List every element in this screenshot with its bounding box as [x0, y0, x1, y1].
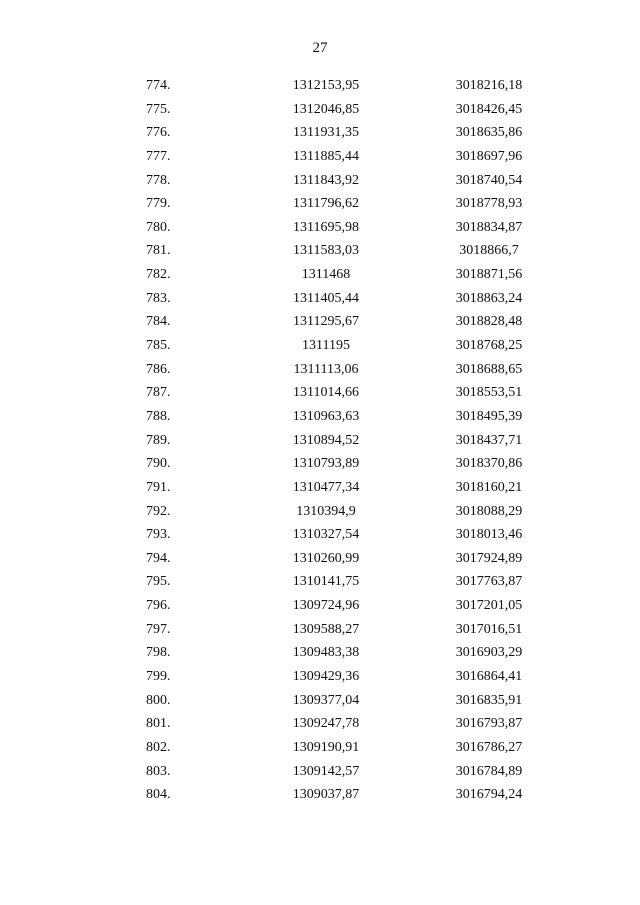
- table-row: [0, 641, 640, 665]
- x-coordinate: 1311843,92: [293, 172, 359, 188]
- table-row: [0, 169, 640, 193]
- y-coordinate: 3016786,27: [455, 739, 523, 755]
- x-coordinate: 1311885,44: [293, 148, 359, 164]
- table-row: [0, 145, 640, 169]
- y-coordinate: 3018697,96: [455, 148, 523, 164]
- table-row: [0, 736, 640, 760]
- table-row: [0, 618, 640, 642]
- y-coordinate: 3018871,56: [455, 267, 523, 283]
- y-coordinate: 3018866,7: [459, 243, 519, 259]
- point-number: 775.: [146, 101, 171, 117]
- x-coordinate: 1310894,52: [292, 432, 360, 448]
- point-number: 789.: [146, 432, 171, 448]
- x-coordinate: 1312153,95: [292, 78, 360, 93]
- x-coordinate: 1309724,96: [292, 598, 360, 614]
- point-number: 788.: [146, 408, 171, 424]
- table-row: [0, 263, 640, 287]
- point-number: 794.: [146, 550, 171, 566]
- table-row: [0, 594, 640, 618]
- x-coordinate: 1309247,78: [292, 716, 360, 732]
- y-coordinate: 3018216,18: [455, 78, 523, 93]
- point-number: 786.: [146, 361, 171, 377]
- y-coordinate: 3018635,86: [455, 125, 523, 141]
- point-number: 792.: [146, 503, 171, 519]
- table-row: [0, 570, 640, 594]
- x-coordinate: 1311295,67: [293, 314, 359, 330]
- y-coordinate: 3018778,93: [455, 196, 523, 212]
- coordinate-table: [0, 74, 640, 807]
- x-coordinate: 1311931,35: [293, 125, 359, 141]
- x-coordinate: 1309037,87: [292, 787, 360, 803]
- table-row: [0, 712, 640, 736]
- table-row: [0, 287, 640, 311]
- page-number: 27: [312, 40, 328, 56]
- y-coordinate: 3018863,24: [455, 290, 523, 306]
- point-number: 781.: [146, 243, 171, 259]
- x-coordinate: 1310477,34: [292, 479, 360, 495]
- x-coordinate: 1311014,66: [293, 385, 359, 401]
- table-row: [0, 476, 640, 500]
- table-row: [0, 500, 640, 524]
- point-number: 803.: [146, 763, 171, 779]
- table-row: [0, 783, 640, 807]
- point-number: 776.: [146, 125, 171, 141]
- x-coordinate: 1311583,03: [293, 243, 359, 259]
- point-number: 802.: [146, 739, 171, 755]
- point-number: 795.: [146, 574, 171, 590]
- table-row: [0, 381, 640, 405]
- x-coordinate: 1309429,36: [292, 669, 360, 685]
- y-coordinate: 3018160,21: [455, 479, 523, 495]
- table-row: [0, 121, 640, 145]
- table-row: [0, 429, 640, 453]
- point-number: 791.: [146, 479, 171, 495]
- x-coordinate: 1311468: [301, 267, 351, 283]
- table-row: [0, 665, 640, 689]
- point-number: 777.: [146, 148, 171, 164]
- x-coordinate: 1310141,75: [292, 574, 360, 590]
- x-coordinate: 1311796,62: [293, 196, 359, 212]
- x-coordinate: 1311195: [302, 338, 350, 354]
- y-coordinate: 3016793,87: [455, 716, 523, 732]
- y-coordinate: 3016864,41: [455, 669, 523, 685]
- y-coordinate: 3018768,25: [455, 338, 523, 354]
- y-coordinate: 3018013,46: [455, 527, 523, 543]
- table-row: [0, 689, 640, 713]
- table-row: [0, 523, 640, 547]
- point-number: 778.: [146, 172, 171, 188]
- x-coordinate: 1311695,98: [293, 219, 359, 235]
- x-coordinate: 1309483,38: [292, 645, 360, 661]
- y-coordinate: 3018088,29: [455, 503, 523, 519]
- x-coordinate: 1309588,27: [292, 621, 360, 637]
- point-number: 790.: [146, 456, 171, 472]
- table-row: [0, 547, 640, 571]
- point-number: 804.: [146, 787, 171, 803]
- table-row: [0, 239, 640, 263]
- table-row: [0, 192, 640, 216]
- point-number: 801.: [146, 716, 171, 732]
- table-row: [0, 74, 640, 98]
- y-coordinate: 3016903,29: [455, 645, 523, 661]
- y-coordinate: 3016835,91: [455, 692, 523, 708]
- table-row: [0, 216, 640, 240]
- y-coordinate: 3016794,24: [455, 787, 523, 803]
- y-coordinate: 3018370,86: [455, 456, 523, 472]
- point-number: 780.: [146, 219, 171, 235]
- x-coordinate: 1309377,04: [292, 692, 360, 708]
- y-coordinate: 3018495,39: [455, 408, 523, 424]
- x-coordinate: 1309142,57: [292, 763, 360, 779]
- table-row: [0, 760, 640, 784]
- point-number: 796.: [146, 598, 171, 614]
- x-coordinate: 1310963,63: [292, 408, 360, 424]
- table-row: [0, 452, 640, 476]
- x-coordinate: 1310793,89: [292, 456, 360, 472]
- point-number: 784.: [146, 314, 171, 330]
- point-number: 779.: [146, 196, 171, 212]
- x-coordinate: 1310394,9: [296, 503, 356, 519]
- point-number: 800.: [146, 692, 171, 708]
- x-coordinate: 1311405,44: [293, 290, 359, 306]
- y-coordinate: 3018688,65: [455, 361, 523, 377]
- x-coordinate: 1311113,06: [293, 361, 359, 377]
- x-coordinate: 1312046,85: [292, 101, 360, 117]
- y-coordinate: 3017924,89: [455, 550, 523, 566]
- y-coordinate: 3018740,54: [455, 172, 523, 188]
- y-coordinate: 3017763,87: [455, 574, 523, 590]
- point-number: 798.: [146, 645, 171, 661]
- point-number: 787.: [146, 385, 171, 401]
- point-number: 774.: [146, 78, 171, 93]
- point-number: 799.: [146, 669, 171, 685]
- y-coordinate: 3018553,51: [455, 385, 523, 401]
- y-coordinate: 3017201,05: [455, 598, 523, 614]
- y-coordinate: 3017016,51: [455, 621, 523, 637]
- x-coordinate: 1310327,54: [292, 527, 360, 543]
- table-row: [0, 405, 640, 429]
- y-coordinate: 3018426,45: [455, 101, 523, 117]
- table-row: [0, 334, 640, 358]
- x-coordinate: 1309190,91: [292, 739, 360, 755]
- table-row: [0, 98, 640, 122]
- point-number: 783.: [146, 290, 171, 306]
- y-coordinate: 3018828,48: [455, 314, 523, 330]
- point-number: 785.: [146, 338, 171, 354]
- point-number: 793.: [146, 527, 171, 543]
- y-coordinate: 3018437,71: [455, 432, 523, 448]
- y-coordinate: 3016784,89: [455, 763, 523, 779]
- point-number: 782.: [146, 267, 171, 283]
- x-coordinate: 1310260,99: [292, 550, 360, 566]
- table-row: [0, 310, 640, 334]
- y-coordinate: 3018834,87: [455, 219, 523, 235]
- table-row: [0, 358, 640, 382]
- point-number: 797.: [146, 621, 171, 637]
